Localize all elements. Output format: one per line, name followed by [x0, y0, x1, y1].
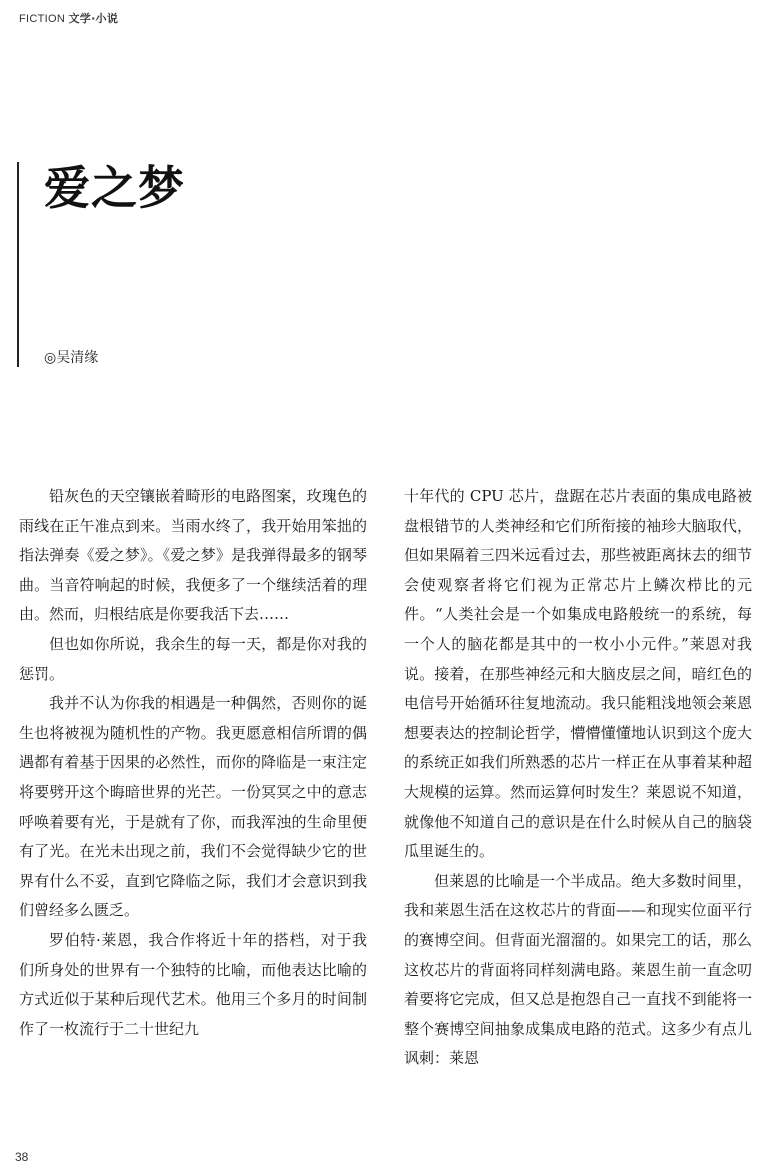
author-byline: ◎吴清缘 — [44, 350, 99, 366]
section-label-en: FICTION — [19, 13, 66, 25]
paragraph: 罗伯特·莱恩，我合作将近十年的搭档，对于我们所身处的世界有一个独特的比喻，而他表达比喻的方式近似于某种后现代艺术。他用三个多月的时间制作了一枚流行于二十世纪九 — [19, 930, 367, 1038]
paragraph: 但也如你所说，我余生的每一天，都是你对我的惩罚。 — [19, 634, 367, 683]
page-number: 38 — [15, 1150, 29, 1164]
paragraph: 铅灰色的天空镶嵌着畸形的电路图案，玫瑰色的雨线在正午准点到来。当雨水终了，我开始用笨拙的指法弹奏《爱之梦》。《爱之梦》是我弹得最多的钢琴曲。当音符响起的时候，我便多了一个继续活着的理由。然而，归根结底是你要我活下去…… — [19, 487, 367, 624]
paragraph: 但莱恩的比喻是一个半成品。绝大多数时间里，我和莱恩生活在这枚芯片的背面——和现实位面平行的赛博空间。但背面光溜溜的。如果完工的话，那么这枚芯片的背面将同样刻满电路。莱恩生前一直念叨着要将它完成，但又总是抱怨自己一直找不到能将一整个赛博空间抽象成集成电路的范式。这多少有点儿讽刺：莱恩 — [404, 871, 752, 1068]
section-label-zh: 文学·小说 — [68, 12, 119, 25]
left-column — [19, 482, 367, 1044]
right-column — [404, 482, 752, 1074]
article-title: 爱之梦 — [44, 161, 185, 215]
title-rule — [17, 162, 19, 367]
section-header — [19, 10, 118, 26]
paragraph: 我并不认为你我的相遇是一种偶然，否则你的诞生也将被视为随机性的产物。我更愿意相信所谓的偶遇都有着基于因果的必然性，而你的降临是一束注定将要劈开这个晦暗世界的光芒。一份冥冥之中的意志呼唤着要有光，于是就有了你，而我浑浊的生命里便有了光。在光未出现之前，我们不会觉得缺少它的世界有什么不妥，直到它降临之际，我们才会意识到我们曾经多么匮乏。 — [19, 694, 367, 920]
paragraph-continued: 十年代的 CPU 芯片，盘踞在芯片表面的集成电路被盘根错节的人类神经和它们所衔接的袖珍大脑取代，但如果隔着三四米远看过去，那些被距离抹去的细节会使观察者将它们视为正常芯片上鳞次栉比的元件。“人类社会是一个如集成电路般统一的系统，每一个人的脑花都是其中的一枚小小元件。”莱恩对我说。接着，在那些神经元和大脑皮层之间，暗红色的电信号开始循环往复地流动。我只能粗浅地领会莱恩想要表达的控制论哲学，懵懵懂懂地认识到这个庞大的系统正如我们所熟悉的芯片一样正在从事着某种超大规模的运算。然而运算何时发生？莱恩说不知道，就像他不知道自己的意识是在什么时候从自己的脑袋瓜里诞生的。 — [404, 487, 752, 861]
